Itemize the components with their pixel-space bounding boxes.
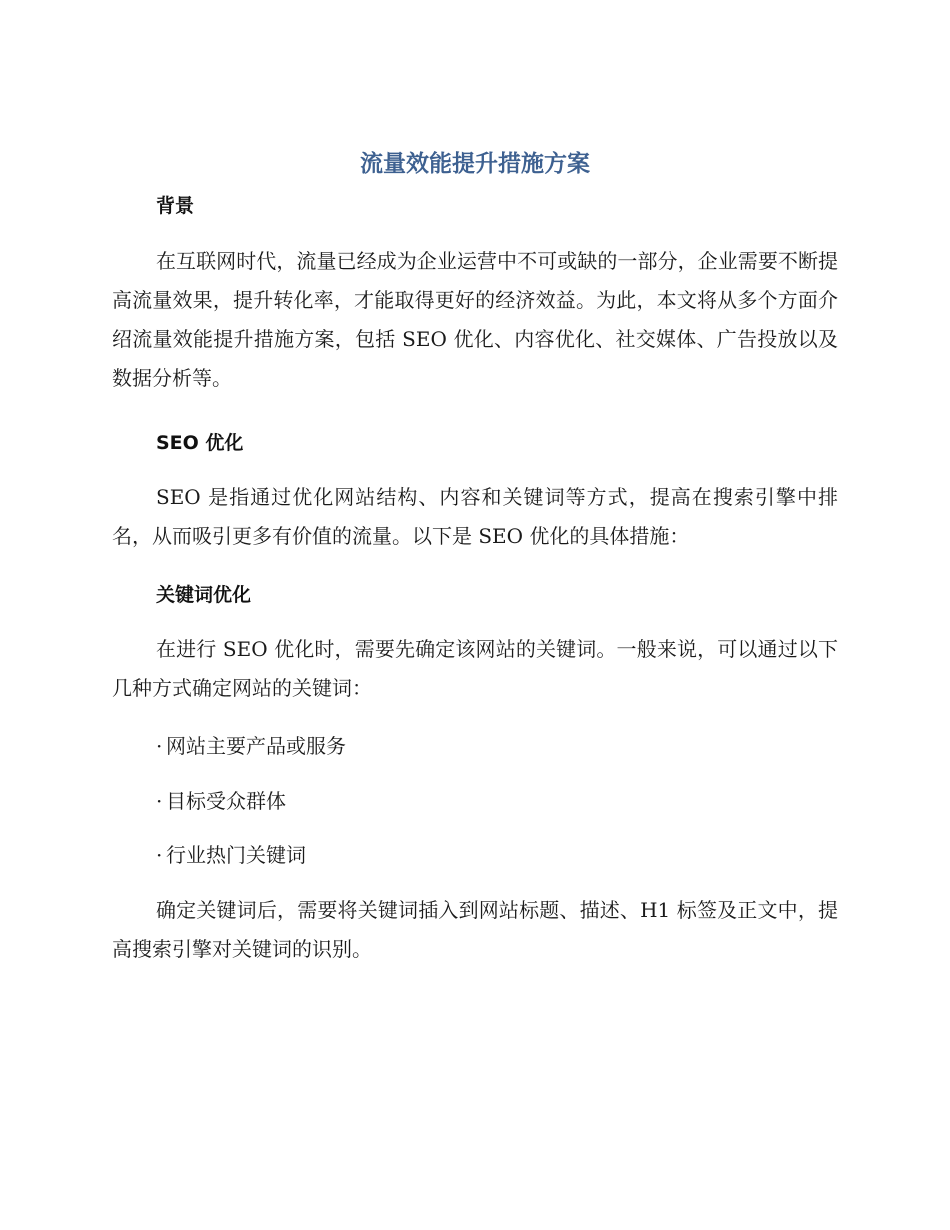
paragraph-keyword: 在进行 SEO 优化时，需要先确定该网站的关键词。一般来说，可以通过以下几种方式确定网站的关键词： — [112, 637, 838, 700]
bullet-marker: · — [156, 843, 163, 867]
section-heading-seo: SEO 优化 — [156, 432, 244, 454]
bullet-marker: · — [156, 734, 163, 758]
list-item-text: 网站主要产品或服务 — [166, 734, 346, 758]
section-heading-background: 背景 — [156, 195, 195, 217]
list-item — [156, 788, 286, 814]
list-item — [156, 842, 306, 868]
paragraph-closing: 确定关键词后，需要将关键词插入到网站标题、描述、H1 标签及正文中，提高搜索引擎对关键词的识别。 — [112, 898, 838, 961]
bullet-marker: · — [156, 789, 163, 813]
list-item-text: 目标受众群体 — [166, 789, 286, 813]
list-item — [156, 733, 346, 759]
document-title: 流量效能提升措施方案 — [360, 151, 590, 177]
section-heading-keyword: 关键词优化 — [156, 584, 252, 606]
paragraph-seo: SEO 是指通过优化网站结构、内容和关键词等方式，提高在搜索引擎中排名，从而吸引更多有价值的流量。以下是 SEO 优化的具体措施： — [112, 485, 838, 548]
paragraph-background: 在互联网时代，流量已经成为企业运营中不可或缺的一部分，企业需要不断提高流量效果，提升转化率，才能取得更好的经济效益。为此，本文将从多个方面介绍流量效能提升措施方案，包括 SEO 优化、内容优化、社交媒体、广告投放以及数据分析等。 — [112, 249, 838, 390]
list-item-text: 行业热门关键词 — [166, 843, 306, 867]
